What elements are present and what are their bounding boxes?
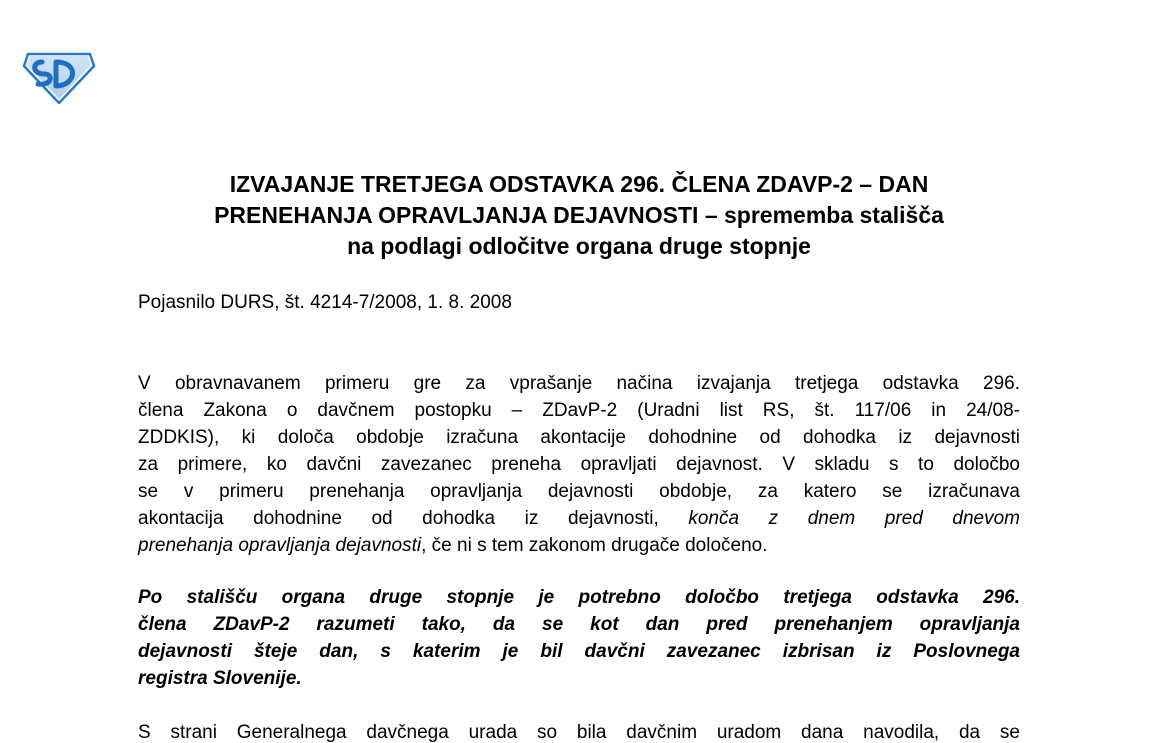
p2-line-3: dejavnosti šteje dan, s katerim je bil davčni zavezanec izbrisan iz Poslovnega [138,641,1020,662]
p1-line-1: V obravnavanem primeru gre za vprašanje načina izvajanja tretjega odstavka 296. [138,373,1020,394]
p1-line-4: za primere, ko davčni zavezanec preneha opravljati dejavnost. V skladu s to določbo [138,454,1020,475]
sd-shield-logo-icon [22,50,96,104]
p1-line-6-emphasis: konča z dnem pred dnevom [688,508,1021,529]
p1-line-7-emphasis: prenehanja opravljanja dejavnosti [138,535,422,556]
p1-line-6-text: akontacija dohodnine od dohodka iz dejavnosti, [138,508,659,529]
p3-line-1: S strani Generalnega davčnega urada so bila davčnim uradom dana navodila, da se [138,722,1020,743]
p1-line-7 [138,532,1020,559]
p1-line-7-text: , če ni s tem zakonom drugače določeno. [421,535,768,556]
title-line-3: na podlagi odločitve organa druge stopnje [347,233,811,259]
title-line-2: PRENEHANJA OPRAVLJANJA DEJAVNOSTI – sprememba stališča [214,202,944,228]
document-reference: Pojasnilo DURS, št. 4214-7/2008, 1. 8. 2008 [138,292,512,313]
p1-line-5: se v primeru prenehanja opravljanja dejavnosti obdobje, za katero se izračunava [138,481,1020,502]
p1-line-3: ZDDKIS), ki določa obdobje izračuna akontacije dohodnine od dohodka iz dejavnosti [138,427,1020,448]
p2-line-4: registra Slovenije. [138,668,302,689]
p2-line-1: Po stališču organa druge stopnje je potrebno določbo tretjega odstavka 296. [138,587,1020,608]
paragraph-1 [138,370,1020,559]
p2-line-2: člena ZDavP-2 razumeti tako, da se kot dan pred prenehanjem opravljanja [138,614,1020,635]
paragraph-3 [138,719,1020,743]
document-title [138,169,1020,262]
paragraph-2 [138,584,1020,692]
title-line-1: IZVAJANJE TRETJEGA ODSTAVKA 296. ČLENA ZDAVP-2 – DAN [229,171,929,197]
p1-line-6 [138,505,1020,532]
p1-line-2: člena Zakona o davčnem postopku – ZDavP-2 (Uradni list RS, št. 117/06 in 24/08- [138,400,1020,421]
